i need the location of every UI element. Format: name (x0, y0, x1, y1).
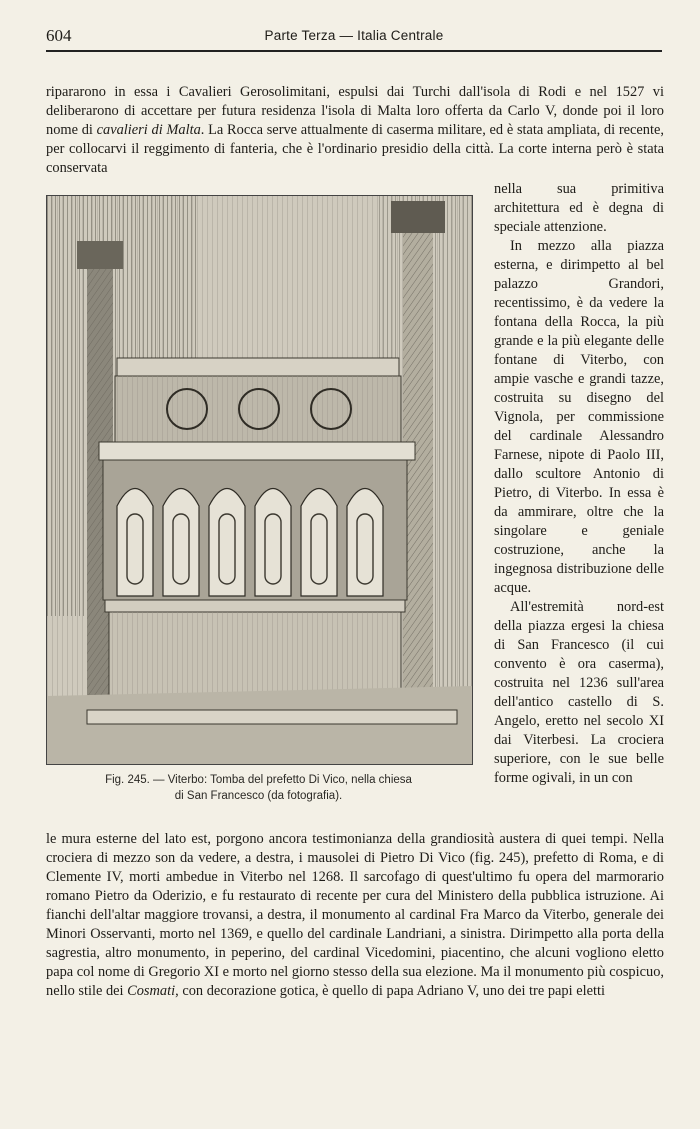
column-paragraph-1: nella sua primitiva architettura ed è degna di speciale attenzione. (494, 181, 664, 235)
intro-text-b: . La Rocca serve attualmente di caserma militare, ed è stata ampliata, di recente, per collocarvi il reggimento di fanteria, che è l'ordinario presidio della città. La corte interna però è stata conservata (46, 122, 664, 176)
column-paragraph-2: In mezzo alla piazza esterna, e dirimpetto al bel palazzo Grandori, recentissimo, è da vedere la fontana della Rocca, la più grande e la più elegante delle fontane di Viterbo, con ampie vasche e grandi tazze, costruita su disegno del Vignola, per commissione del cardinale Alessandro Farnese, nipote di Paolo III, dallo scultore Antonio di Pietro, di Viterbo. In essa è da ammirare, oltre che la singolare e geniale costruzione, anche la ingegnosa distribuzione delle acque. (494, 238, 664, 596)
intro-paragraph (46, 83, 664, 178)
page-header (46, 26, 662, 52)
tomb-illustration (47, 196, 472, 764)
bottom-text-a: le mura esterne del lato est, porgono ancora testimonianza della grandiosità austera di quei tempi. Nella crociera di mezzo son da vedere, a destra, i mausolei di Pietro Di Vico (fig. 245), prefetto di Roma, e di Clemente IV, morti ambedue in Viterbo nel 1268. Il sarcofago di quest'ultimo fu opera del marmorario romano Pietro da Oderizio, e fu restaurato di recente per cura del Ministero della pubblica istruzione. Ai fianchi dell'altar maggiore trovansi, a destra, il monumento al cardinal Fra Marco da Viterbo, generale dei Minori Osservanti, morto nel 1369, e quello del cardinale Landriani, a sinistra. Dirimpetto alla porta della sagrestia, altro monumento, in peperino, del cardinal Vicedomini, piacentino, che alcuni vogliono eletto papa col nome di Gregorio XI e morto nel giorno stesso della sua elezione. Ma il monumento più cospicuo, nello stile dei (46, 831, 664, 999)
caption-line-1: Fig. 245. — Viterbo: Tomba del prefetto Di Vico, nella chiesa (105, 774, 412, 786)
bottom-emphasis: Cosmati (127, 983, 176, 999)
caption-line-2: di San Francesco (da fotografia). (174, 790, 343, 802)
figure-caption (46, 772, 471, 804)
intro-emphasis: cavalieri di Malta (96, 122, 201, 138)
bottom-text-b: , con decorazione gotica, è quello di papa Adriano V, uno dei tre papi eletti (175, 983, 605, 999)
figure-tomb-engraving (46, 195, 473, 765)
column-paragraph-3: All'estremità nord-est della piazza ergesi la chiesa di San Francesco (il cui convento è ora caserma), costruita nel 1236 sull'area dell'antico castello di S. Angelo, eretto nel secolo XI dai Viterbesi. La crociera superiore, con le sue belle forme ogivali, in un con (494, 599, 664, 786)
page-number: 604 (46, 26, 72, 45)
side-column (494, 180, 664, 788)
bottom-paragraph (46, 830, 664, 1001)
intro-text-a: ripararono in essa i Cavalieri Gerosolimitani, espulsi dai Turchi dall'isola di Rodi e nel 1527 vi deliberarono di accettare per futura residenza l'isola di Malta loro offerta da Carlo V, donde poi il loro nome di (46, 84, 664, 138)
running-head: Parte Terza — Italia Centrale (264, 28, 444, 43)
